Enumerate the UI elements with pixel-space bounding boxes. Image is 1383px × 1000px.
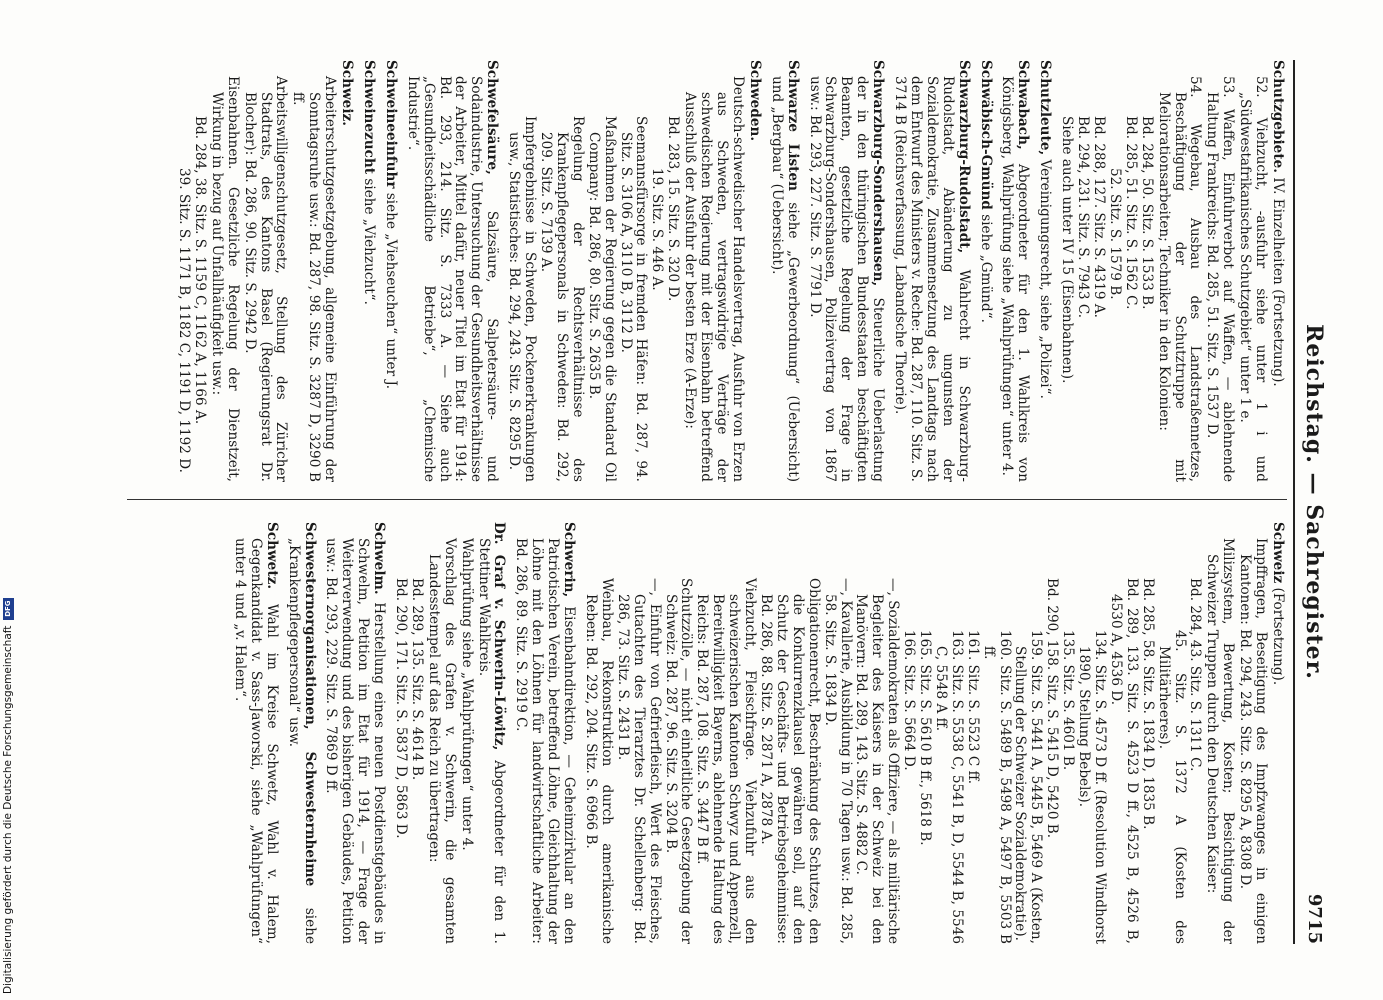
entry-heading: Schweineeinfuhr [382,60,399,189]
index-entry [768,60,800,482]
entry-text: Herstellung eines neuen Postdienstgebäudes in Schwelm, Petition im Etat für 1914, — Frage der Weiterverwendung und des bisherigen Gebäudes, Petition usw.: Bd. 293, 229. Sitz. S. 7869 D ff. [323,538,388,944]
index-entry [1036,60,1052,482]
entry-reference: 165. Sitz. S. 5610 B ff., 5618 B. [917,630,934,846]
entry-reference: Bd. 290, 158. Sitz. S. 5415 D, 5420 B. [1044,578,1061,839]
entry-reference: 134. Sitz. S. 4573 D ff. (Resolution Windhorst 1890, Stellung Bebels). [1076,630,1109,944]
entry-reference: Bd. 285, 51. Sitz. S. 1562 C. [1122,116,1139,310]
entry-heading: Schwetz. [263,522,280,590]
entry-reference: —, Sozialdemokraten als Offiziere, — als militärische Begleiter des Kaisers in der Schweiz bei den Manövern: Bd. 289, 143. Sitz. S. 4882 C. [853,578,902,944]
entry-reference: Impfergebnisse in Schweden, Pockenerkrankungen usw., Statistisches: Bd. 294, 243. Sitz. S. 8295 D. [506,116,539,482]
index-entry [891,60,971,482]
entry-subitem: 53. Waffen, Einfuhrverbot auf Waffen, — ablehnende Haltung Frankreichs: Bd. 285, 51. Sitz. S. 1537 D. [1204,76,1237,482]
entry-heading: Schweiz [1270,522,1286,584]
entry-heading: Schwelm. [371,522,388,595]
entry-reference: Seemannsfürsorge in fremden Häfen: Bd. 287, 94. Sitz. S. 3106 A, 3110 B, 3112 D. [617,116,650,482]
entry-reference: Obligationenrecht, Beschränkung des Schutzes, den die Konkurrenzklausel gewähren soll, auf den Schutz der Geschäfts- und Betriebsgeheimnisse: Bd. 286, 88. Sitz. S. 2871 A, 2878 A. [758,578,822,944]
left-column [169,60,1285,482]
entry-subitem: Vorschlag des Grafen v. Schwerin, die gesamten Landesstempel auf das Reich zu übertragen: [425,538,458,944]
entry-heading: Schweden. [746,60,763,142]
index-entry [404,60,499,482]
entry-reference: 39. Sitz. S. 1171 B, 1182 C, 1191 D, 1192 D. [176,168,192,473]
entry-text: Abgeordneter für den 1. Wahlkreis von Königsberg, Wahlprüfung siehe „Wahlprüfungen“ unter 4. [999,76,1032,482]
entry-text: Salzsäure, Salpetersäure- und Sodaindustrie, Untersuchung der Gesundheitsverhältnisse der Arbeiter, Mittel dafür, neuer Titel im Etat für 1914: Bd. 293, 214. Sitz. S. 7333 A. — Siehe auch „Gesundheitsschädliche Betriebe“, „Chemische Industrie“. [404,76,501,483]
entry-text: siehe „Krankenpflegepersonal“ usw. [285,538,318,944]
entry-reference: 166. Sitz. S. 5664 D. [901,630,918,771]
entry-reference: 163. Sitz. S. 5538 C, 5541 B, D, 5544 B, 5546 C, 5548 A ff. [932,630,965,944]
entry-subitem: Deutsch-schwedischer Handelsvertrag, Ausfuhr von Erzen aus Schweden, vertragswidrige Verträge der schwedischen Regierung mit der Eisenbahn betreffend Ausschluß der Ausfuhr der besten Erze (A-Erze): [682,76,746,482]
entry-heading: Schwarzburg-Rudolstadt, [955,60,972,254]
entry-subitem: 54. Wegebau, Ausbau des Landstraßennetzes, Beschäftigung der Schutztruppe mit Meliorationsarbeiten; Techniker in den Kolonien: [1155,76,1204,482]
entry-text: siehe „Gmünd“. [977,214,994,323]
entry-reference: 160. Sitz. S. 5489 B, 5498 A, 5497 B, 5503 B ff. [980,630,1013,944]
entry-text: siehe „Gewerbeordnung“ (Uebersicht) und „Bergbau“ (Uebersicht). [768,76,801,482]
entry-reference: Schutzzölle, — nicht einheitliche Gesetzgebung der Schweiz: Bd. 287, 96. Sitz. S. 3204 B. [662,578,695,944]
entry-subitem: Impffragen, Beseitigung des Impfzwanges in einigen Kantonen: Bd. 294, 243. Sitz. S. 8295 A, 8308 D. [1237,538,1270,944]
entry-text: siehe „Viehseuchen“ unter J. [382,192,399,390]
entry-heading: Schweinezucht [360,60,377,175]
entry-subitem: Arbeitswilligenschutzgesetz, Stellung des Züricher Stadtrats, des Kantons Basel (Regierungsrat Dr. Blocher): Bd. 286, 90. Sitz. S. 2942 D. [241,76,290,482]
entry-text: Eisenbahndirektion, — Geheimzirkular an den Patriotischen Verein, betreffend Löhne, Gleichhaltung der Löhne mit den Löhnen für landwirtschaftliche Arbeiter: Bd. 286, 89. Sitz. S. 2919 C. [513,538,578,944]
entry-subitem: Milizsystem, Bewertung, Kosten; Besichtigung der Schweizer Truppen durch den Deutschen Kaiser: [1204,538,1237,944]
entry-reference: 161. Sitz. S. 5523 C ff. [964,630,981,785]
entry-reference: Bd. 284, 43. Sitz. S. 1311 C. [1187,578,1204,772]
entry-heading: Schweiz. [339,60,356,126]
entry-reference: 135. Sitz. S. 4601 B. [1060,630,1077,771]
index-entry [323,522,387,944]
entry-heading: Schutzleute, [1037,60,1054,156]
index-entry [999,60,1031,482]
page-title: Reichstag. — Sachregister. [1301,324,1327,680]
index-entry [392,522,506,944]
digitization-credit [2,0,14,1000]
index-entry [175,60,354,482]
entry-reference: Bd. 284, 50. Sitz. S. 1533 B. [1138,116,1155,310]
index-entry [360,60,376,482]
entry-reference: Viehzucht, Fleischfrage. Viehzufuhr aus den schweizerischen Kantonen Schwyz und Appenzell, Bereitwilligkeit Bayerns, ablehnende Haltung des Reichs: Bd. 287, 108. Sitz. S. 3447 B ff. [694,578,759,944]
entry-reference: 19. Sitz. S. 446 A. [649,168,666,291]
credit-text: Digitalisierung gefördert durch die Deutsche Forschungsgemeinschaft [2,625,14,994]
page-number: 9715 [1304,893,1325,944]
entry-text: siehe „Viehzucht“. [360,178,377,305]
entry-heading: Schwabach, [1015,60,1032,150]
index-entry [1058,60,1285,482]
page-header [1293,60,1335,944]
entry-heading: Schutzgebiete. [1270,60,1286,173]
entry-reference: Bd. 284, 38. Sitz. S. 1159 C, 1162 A, 1166 A. [191,116,208,425]
entry-reference: —, Einfuhr von Gefrierfleisch, Wert des Fleisches, Gutachten des Tierarztes Dr. Schellenberg: Bd. 286, 73. Sitz. S. 2431 B. [614,578,663,944]
entry-heading: Schwesternorganisationen, Schwesternheime [301,522,318,887]
entry-reference: Bd. 289, 135. Sitz. S. 4614 B. [408,578,425,781]
entry-subitem: 52. Viehzucht, -ausfuhr siehe unter 1 i und „Südwestafrikanisches Schutzgebiet“ unter 1 e. [1237,76,1270,482]
entry-reference: Bd. 290, 171. Sitz. S. 5837 D, 5863 D. [393,578,410,839]
entry-reference: Siehe auch unter IV 15 (Eisenbahnen). [1059,116,1076,384]
index-entry [285,522,317,944]
index-entry [231,522,279,944]
entry-text: Steuerliche Ueberlastung der in den thüringischen Bundesstaaten beschäftigten Beamten, gesetzliche Regelung der Frage in Schwarzburg-Sondershausen, Polizeivertrag von 1867 usw.: Bd. 293, 227. Sitz. S. 7791 D. [806,76,887,482]
right-column [225,522,1285,944]
entry-text: Vereinigungsrecht, siehe „Polizei“. [1037,159,1054,399]
entry-reference: Bd. 288, 127. Sitz. S. 4319 A. [1091,116,1108,318]
entry-heading: Schwäbisch-Gmünd [977,60,994,210]
index-entry [977,60,993,482]
entry-heading: Schwarzburg-Sondershausen, [870,60,887,287]
entry-reference: Bd. 285, 58. Sitz. S. 1834 D, 1835 B. [1139,578,1156,830]
entry-reference: Maßnahmen der Regierung gegen die Standard Oil Company: Bd. 286, 80. Sitz. S. 2635 B. [585,116,618,482]
index-entry [382,60,398,482]
entry-reference: Bd. 283, 15. Sitz. S. 320 D. [665,116,682,302]
column-divider [127,499,1287,500]
entry-text: (Fortsetzung). [1270,587,1286,686]
entry-reference: Weinbau, Rekonstruktion durch amerikanische Reben: Bd. 292, 204. Sitz. S. 6966 B. [583,578,615,944]
entry-heading: Schwarze Listen [784,60,801,191]
dfg-logo: DFG [3,598,14,620]
entry-heading: Dr. Graf v. Schwerin-Löwitz, [491,522,508,751]
entry-reference: 159. Sitz. S. 5441 A, 5445 B, 5469 A (Kosten, Stellung der Schweizer Sozialdemokratie). [1012,630,1045,944]
index-entry [513,522,577,944]
entry-text: Wahlrecht in Schwarzburg-Rudolstadt, Abänderung zu ungunsten der Sozialdemokratie, Zusammensetzung des Landtags nach dem Entwurf des Ministers v. Reche: Bd. 287, 110. Sitz. S. 3714 B (Reichsverfassung, Labandsche Theorie). [892,76,972,482]
entry-text: IV. Einzelheiten (Fortsetzung). [1270,177,1286,387]
index-entry [582,522,1285,944]
entry-reference: Regelung der Rechtsverhältnisse des Krankenpflegepersonals in Schweden: Bd. 292, 209. Sitz. S. 7139 A. [538,116,586,482]
entry-reference: 45. Sitz. S. 1372 A (Kosten des Militärheeres). [1155,630,1188,944]
entry-subitem: Eisenbahnen. Gesetzliche Regelung der Dienstzeit, Wirkung in bezug auf Unfallhäufigkeit usw.: [208,76,241,482]
entry-reference: —, Kavallerie, Ausbildung in 70 Tagen usw.: Bd. 285, 58. Sitz. S. 1834 D. [821,578,854,944]
entry-subitem: Arbeiterschutzgesetzgebung, allgemeine Einführung der Sonntagsruhe usw.: Bd. 287, 98. Sitz. S. 3287 D, 3290 B ff. [290,76,339,482]
entry-reference: Bd. 294, 231. Sitz. S. 7943 C. [1075,116,1092,319]
index-entry [806,60,886,482]
entry-heading: Schwefelsäure, [484,60,501,175]
entry-heading: Schwerin, [561,522,578,598]
index-entry [505,60,762,482]
entry-reference: Bd. 289, 133. Sitz. S. 4523 D ff., 4525 B, 4526 B, 4530 A, 4536 D. [1107,578,1140,944]
entry-text: Wahl im Kreise Schwetz, Wahl v. Halem, Gegenkandidat v. Sass-Jaworski, siehe „Wahlprüfungen“ unter 4 und „v. Halem“. [231,538,280,945]
entry-reference: 52. Sitz. S. 1579 B. [1106,168,1123,300]
entry-text: Abgeordneter für den 1. Stettiner Wahlkreis. [475,538,508,944]
entry-subitem: Wahlprüfung siehe „Wahlprüfungen“ unter 4. [458,538,475,851]
